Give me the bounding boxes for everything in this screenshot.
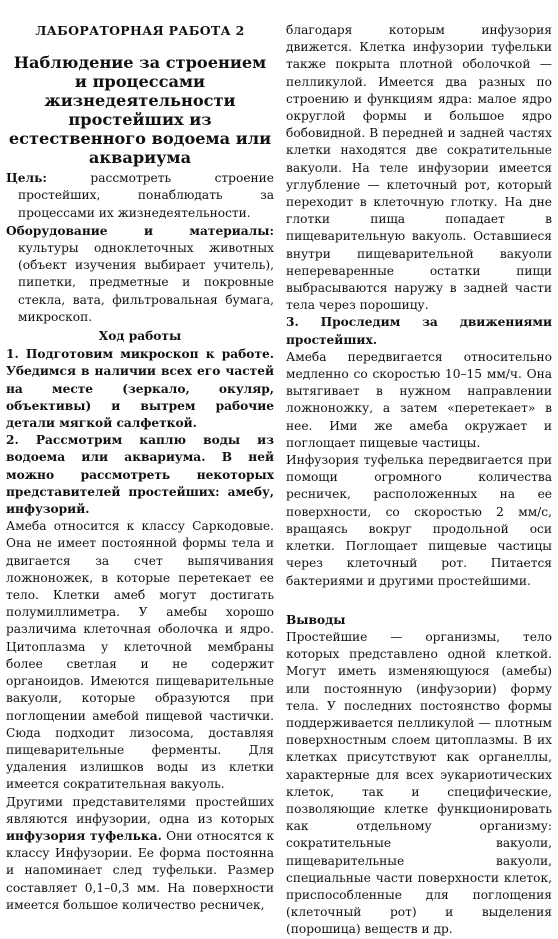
goal-paragraph: [6, 170, 274, 222]
right-column: [286, 22, 552, 939]
conclusions-title: Выводы: [286, 612, 346, 627]
lab-title: ЛАБОРАТОРНАЯ РАБОТА 2: [35, 23, 245, 38]
infusoria-bold-term: инфузория туфелька.: [6, 828, 162, 843]
conclusions-text: Простейшие — организмы, тело которых представлено одной клеткой. Могут иметь изменяющуюся (амебы) или постоянную (инфузории) форму тела. У последних постоянство формы поддерживается пелликулой — плотным поверхностным слоем цитоплазмы. В их клетках присутствуют как органеллы, характерные для всех эукариотических клеток, так и специфические, позволяющие клетке функционировать как отдельному организму: сократительные вакуоли, пищеварительные вакуоли, специальные части поверхности клеток, приспособленные для поглощения (клеточный рот) и выделения (порошица) веществ и др.: [286, 629, 552, 937]
step-3: 3. Проследим за движениями простейших.: [286, 315, 552, 347]
main-title: Наблюдение за строением и процессами жизнедеятельности простейших из естественного водоема или аквариума: [8, 53, 272, 168]
infusoria-text-start: Другими представителями простейших являются инфузории, одна из которых: [6, 794, 274, 826]
amoeba-paragraph: Амеба относится к классу Саркодовые. Она не имеет постоянной формы тела и двигается за счет выпячивания ложноножек, в которые перетекает ее тело. Клетки амеб могут достигать полумиллиметра. У амебы хорошо различима клеточная оболочка и ядро. Цитоплазма у клеточной мембраны более светлая и не содержит органоидов. Имеются пищеварительные вакуоли, которые образуются при поглощении амебой пищевой частички. Сюда подходит лизосома, доставляя пищеварительные ферменты. Для удаления излишков воды из клетки имеется сократительная вакуоль.: [6, 519, 274, 792]
procedure-title: Ход работы: [98, 329, 182, 344]
step-1: 1. Подготовим микроскоп к работе. Убедимся в наличии всех его частей на месте (зеркало, окуляр, объективы) и вытрем рабочие детали мягкой салфеткой.: [6, 347, 274, 431]
equipment-label: Оборудование и материалы:: [6, 223, 274, 238]
amoeba-motion-paragraph: Амеба передвигается относительно медленно со скоростью 10–15 мм/ч. Она вытягивает в нужном направлении ложноножку, а затем «перетекает» в нее. Ими же амеба окружает и поглощает пищевые частицы.: [286, 349, 552, 450]
infusoria-paragraph: [6, 794, 274, 914]
goal-text: рассмотреть строение простейших, понаблюдать за процессами их жизнедеятельности.: [18, 171, 274, 220]
infusoria-text-rest: Они относятся к классу Инфузории. Ее форма постоянна и напоминает след туфельки. Размер составляет 0,1–0,3 мм. На поверхности имеется большое количество ресничек,: [6, 828, 275, 912]
equipment-text: культуры одноклеточных животных (объект изучения выбирает учитель), пипетки, предметные и покровные стекла, вата, фильтровальная бумага, микроскоп.: [18, 241, 274, 324]
infusoria-continuation: благодаря которым инфузория движется. Клетка инфузории туфельки также покрыта плотной оболочкой — пелликулой. Имеется два разных по строению и функциям ядра: малое ядро округлой формы и большое ядро бобовидной. В передней и задней частях клетки находятся две сократительные вакуоли. На теле инфузории имеется углубление — клеточный рот, который переходит в клеточную глотку. На дне глотки пища попадает в пищеварительную вакуоль. Оставшиеся внутри пищеварительной вакуоли непереваренные остатки пищи выбрасываются наружу в задней части тела через порошицу.: [286, 23, 552, 313]
step-2: 2. Рассмотрим каплю воды из водоема или аквариума. В ней можно рассмотреть некоторых представителей простейших: амебу, инфузорий.: [6, 433, 274, 517]
goal-label: Цель:: [6, 171, 47, 186]
infusoria-motion-paragraph: Инфузория туфелька передвигается при помощи огромного количества ресничек, расположенных на ее поверхности, со скоростью 2 мм/с, вращаясь вокруг продольной оси клетки. Поглощает пищевые частицы через клеточный рот. Питается бактериями и другими простейшими.: [286, 453, 552, 588]
left-column: [6, 22, 274, 914]
equipment-paragraph: [6, 223, 274, 326]
